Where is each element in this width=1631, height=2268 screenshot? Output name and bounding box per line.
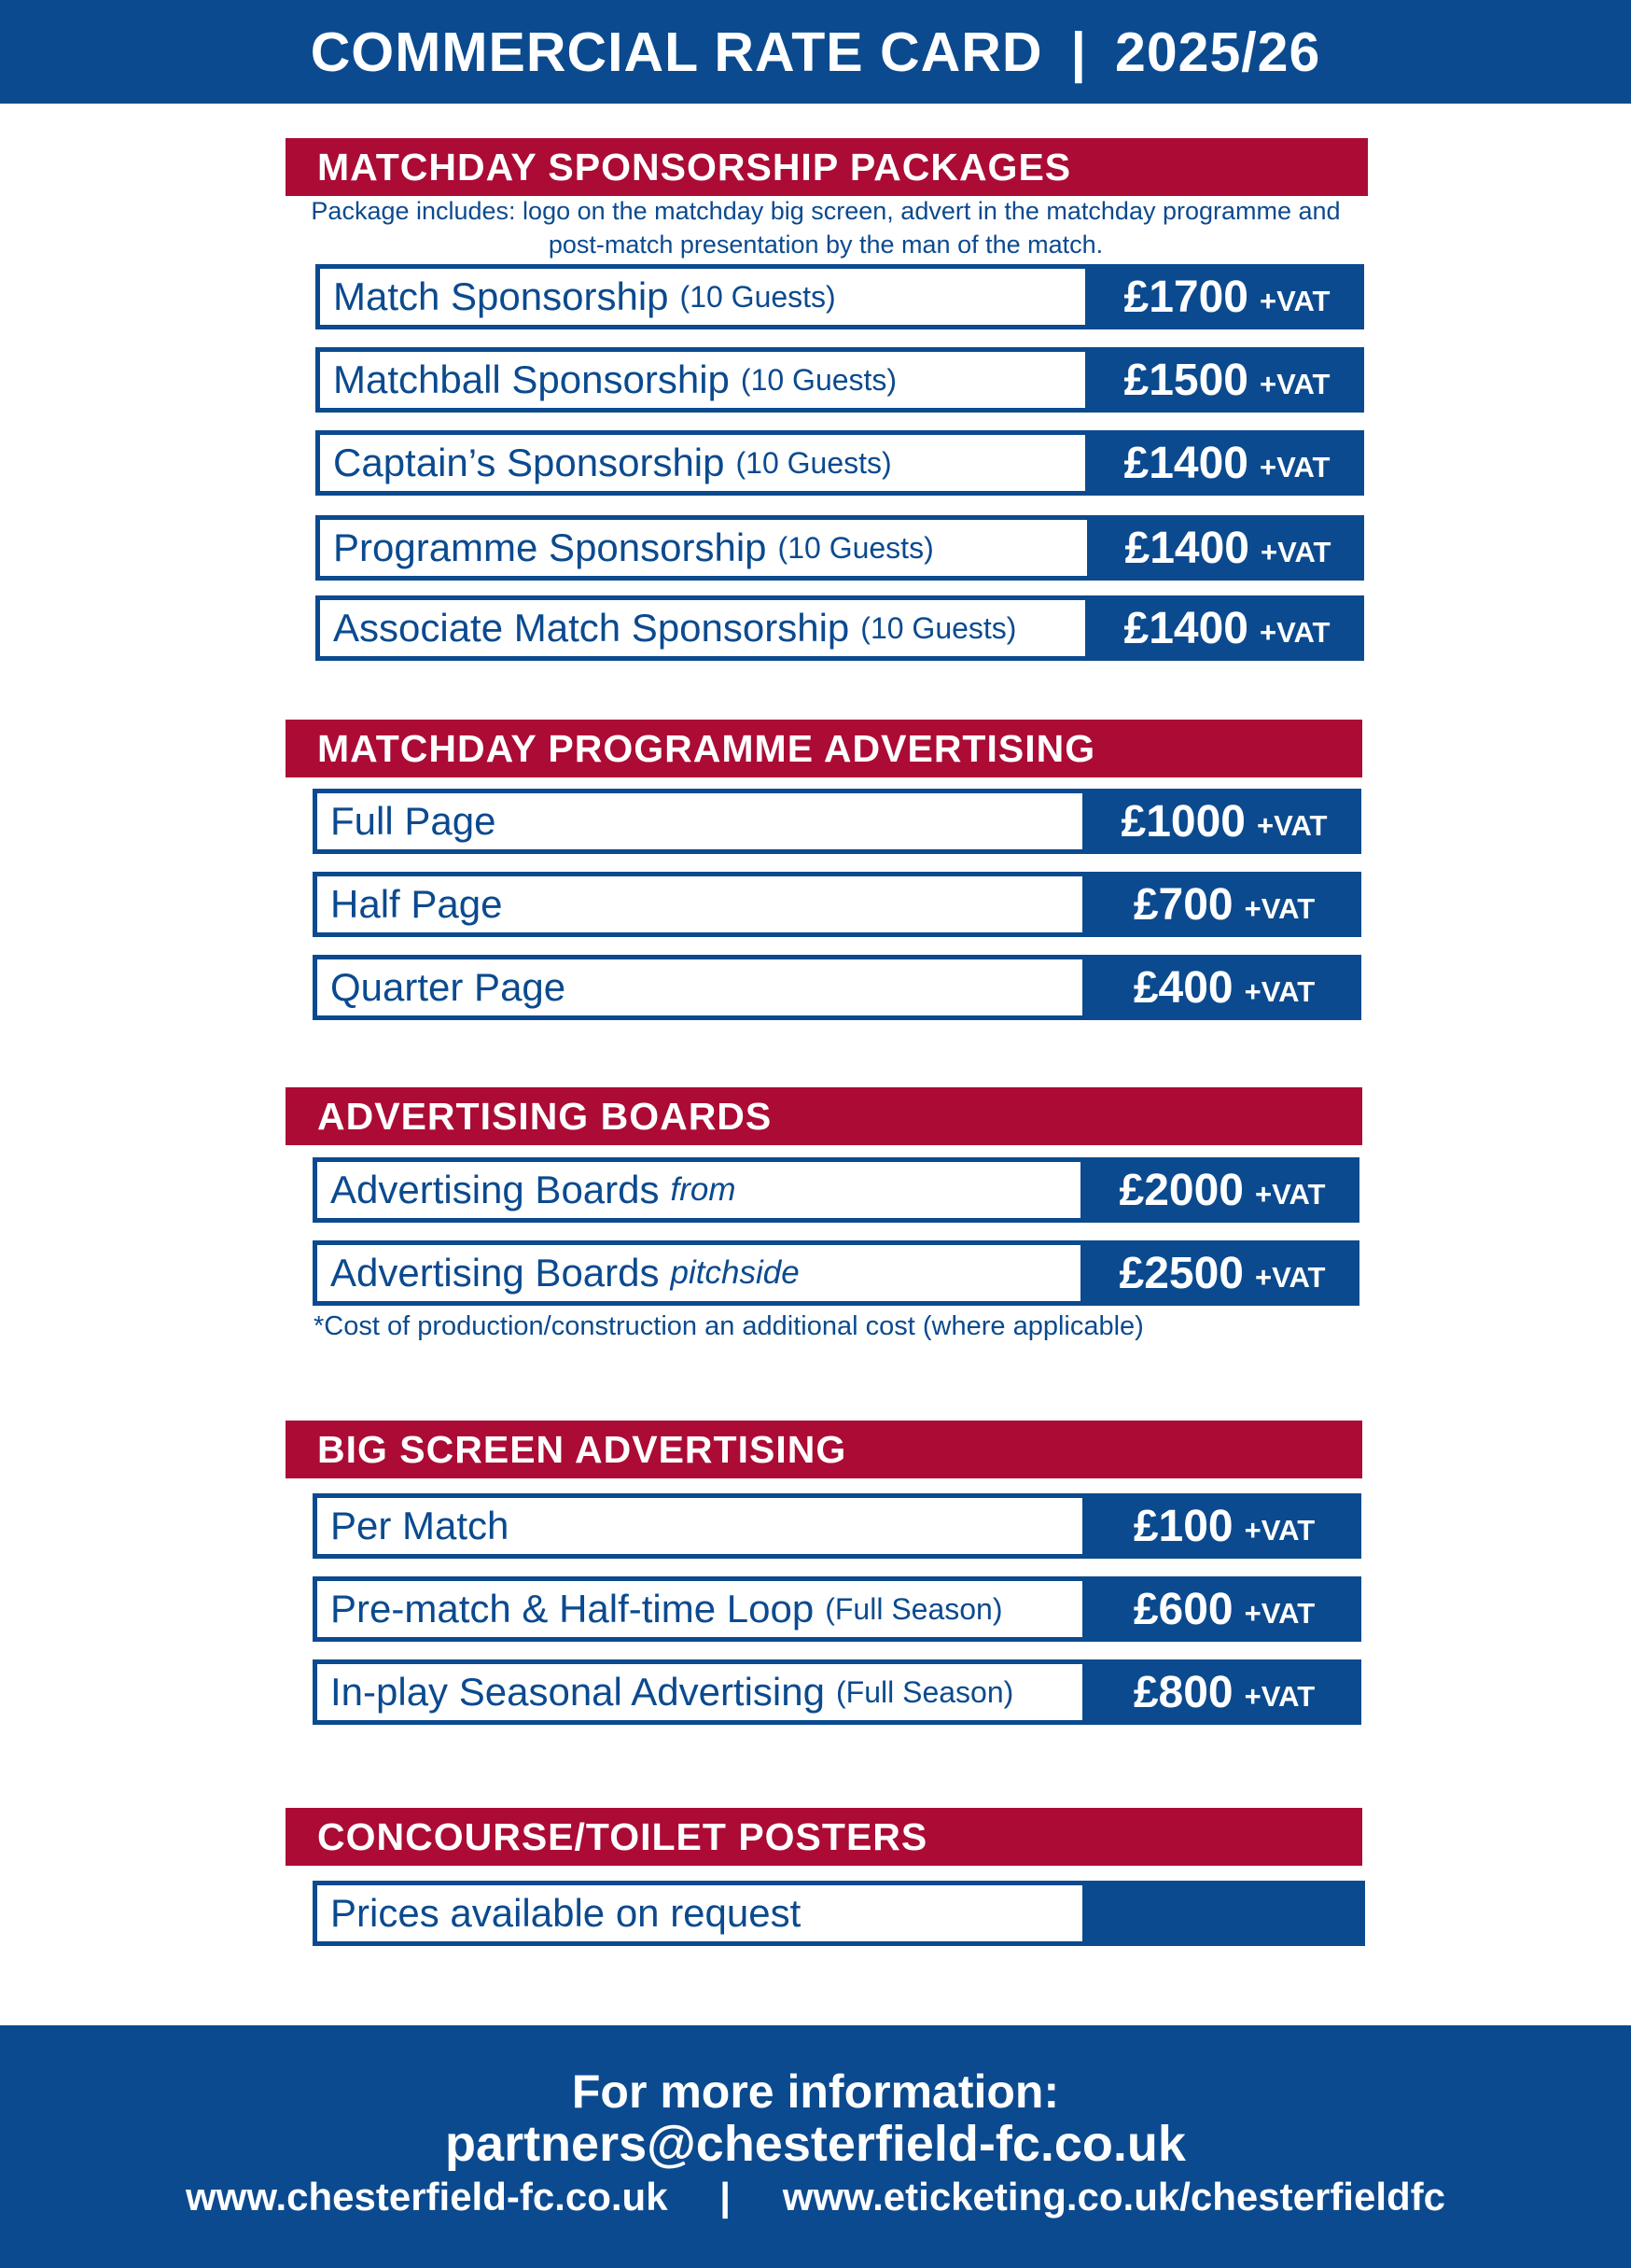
production-cost-footnote: *Cost of production/construction an additional cost (where applicable) [314,1311,1144,1341]
footer-heading: For more information: [571,2065,1060,2118]
rate-label [313,1157,1085,1223]
rate-row-matchball-sponsorship [315,347,1364,413]
rate-label [315,515,1092,581]
price-amount: £1000 [1121,796,1246,847]
price-amount: £1400 [1123,603,1248,653]
rate-label [313,1576,1087,1642]
price-box [1087,1493,1361,1559]
price-box [1087,872,1361,937]
item-name: Matchball Sponsorship [333,357,730,401]
ticketing-link[interactable]: www.eticketing.co.uk/chesterfieldfc [782,2175,1445,2219]
vat-label: +VAT [1259,368,1331,400]
rate-row-programme-sponsorship [315,515,1364,581]
vat-label: +VAT [1260,536,1331,568]
item-qualifier: pitchside [670,1254,800,1291]
footer-separator: | [719,2175,732,2219]
item-name: Quarter Page [330,965,566,1009]
item-name: Half Page [330,882,503,926]
price-box [1087,1881,1365,1946]
package-includes-note: Package includes: logo on the matchday big screen, advert in the matchday programme and post-match presentation by the man of the match. [311,197,1341,259]
rate-row-prices-on-request [313,1881,1365,1946]
title-separator: | [1070,21,1088,83]
item-name: Pre-match & Half-time Loop [330,1587,815,1631]
rate-row-inplay-seasonal [313,1659,1361,1725]
rate-row-advertising-boards-pitchside [313,1240,1359,1306]
price-box [1090,430,1364,496]
item-name: Full Page [330,799,496,843]
rate-row-prematch-halftime-loop [313,1576,1361,1642]
footer-links [0,2175,1631,2219]
price-amount: £400 [1133,962,1234,1013]
item-name: Match Sponsorship [333,274,669,318]
vat-label: +VAT [1244,1680,1316,1713]
price-box [1087,1576,1361,1642]
website-link[interactable]: www.chesterfield-fc.co.uk [186,2175,668,2219]
rate-row-advertising-boards-from [313,1157,1359,1223]
section-heading-concourse-posters: CONCOURSE/TOILET POSTERS [286,1808,1362,1866]
vat-label: +VAT [1259,285,1331,317]
vat-label: +VAT [1254,1178,1326,1211]
item-name: Captain’s Sponsorship [333,441,725,484]
price-box [1087,1659,1361,1725]
item-name: Associate Match Sponsorship [333,606,850,650]
item-name: Advertising Boards [330,1251,660,1295]
rate-row-per-match [313,1493,1361,1559]
price-amount: £600 [1133,1584,1234,1634]
price-box [1085,1157,1359,1223]
item-guests: (10 Guests) [679,279,836,314]
vat-label: +VAT [1244,1597,1316,1630]
price-amount: £1400 [1123,438,1248,488]
price-amount: £2000 [1119,1165,1244,1215]
rate-row-half-page [313,872,1361,937]
rate-label [313,1881,1087,1946]
season-label: 2025/26 [1115,21,1321,83]
rate-label [313,1659,1087,1725]
price-amount: £1700 [1123,272,1248,322]
rate-row-full-page [313,789,1361,854]
item-guests: (10 Guests) [735,445,892,480]
rate-label [313,789,1087,854]
item-name: Programme Sponsorship [333,525,767,569]
item-name: Prices available on request [330,1891,802,1935]
section-heading-programme-advertising: MATCHDAY PROGRAMME ADVERTISING [286,720,1362,777]
rate-row-associate-match-sponsorship [315,595,1364,661]
section-heading-advertising-boards: ADVERTISING BOARDS [286,1087,1362,1145]
header-bar [0,0,1631,104]
vat-label: +VAT [1244,892,1316,925]
item-qualifier: from [670,1171,736,1208]
price-box [1092,515,1364,581]
rate-label [313,955,1087,1020]
price-amount: £100 [1133,1501,1234,1551]
vat-label: +VAT [1254,1261,1326,1294]
price-amount: £1500 [1123,355,1248,405]
section-heading-big-screen-advertising: BIG SCREEN ADVERTISING [286,1421,1362,1478]
rate-label [313,1240,1085,1306]
vat-label: +VAT [1259,616,1331,649]
price-box [1090,264,1364,329]
item-name: Advertising Boards [330,1168,660,1211]
price-box [1087,955,1361,1020]
rate-label [313,1493,1087,1559]
section-heading-matchday-sponsorship: MATCHDAY SPONSORSHIP PACKAGES [286,138,1368,196]
rate-label [315,430,1090,496]
price-amount: £2500 [1119,1248,1244,1298]
page-title: COMMERCIAL RATE CARD [310,21,1043,83]
price-box [1090,595,1364,661]
contact-footer [0,2025,1631,2268]
item-guests: (10 Guests) [740,362,898,397]
price-box [1085,1240,1359,1306]
vat-label: +VAT [1259,451,1331,483]
price-amount: £700 [1133,879,1234,930]
rate-label [315,347,1090,413]
price-amount: £1400 [1124,523,1249,573]
item-guests: (10 Guests) [860,610,1017,645]
price-box [1087,789,1361,854]
rate-row-match-sponsorship [315,264,1364,329]
rate-label [315,264,1090,329]
rate-row-captains-sponsorship [315,430,1364,496]
price-amount: £800 [1133,1667,1234,1717]
item-duration: (Full Season) [825,1591,1003,1626]
vat-label: +VAT [1244,1514,1316,1547]
rate-row-quarter-page [313,955,1361,1020]
contact-email-link[interactable]: partners@chesterfield-fc.co.uk [445,2116,1186,2172]
item-name: In-play Seasonal Advertising [330,1670,825,1714]
vat-label: +VAT [1244,975,1316,1008]
vat-label: +VAT [1256,809,1328,842]
rate-label [315,595,1090,661]
item-guests: (10 Guests) [777,530,934,565]
price-box [1090,347,1364,413]
item-name: Per Match [330,1504,509,1547]
rate-label [313,872,1087,937]
item-duration: (Full Season) [835,1674,1014,1709]
